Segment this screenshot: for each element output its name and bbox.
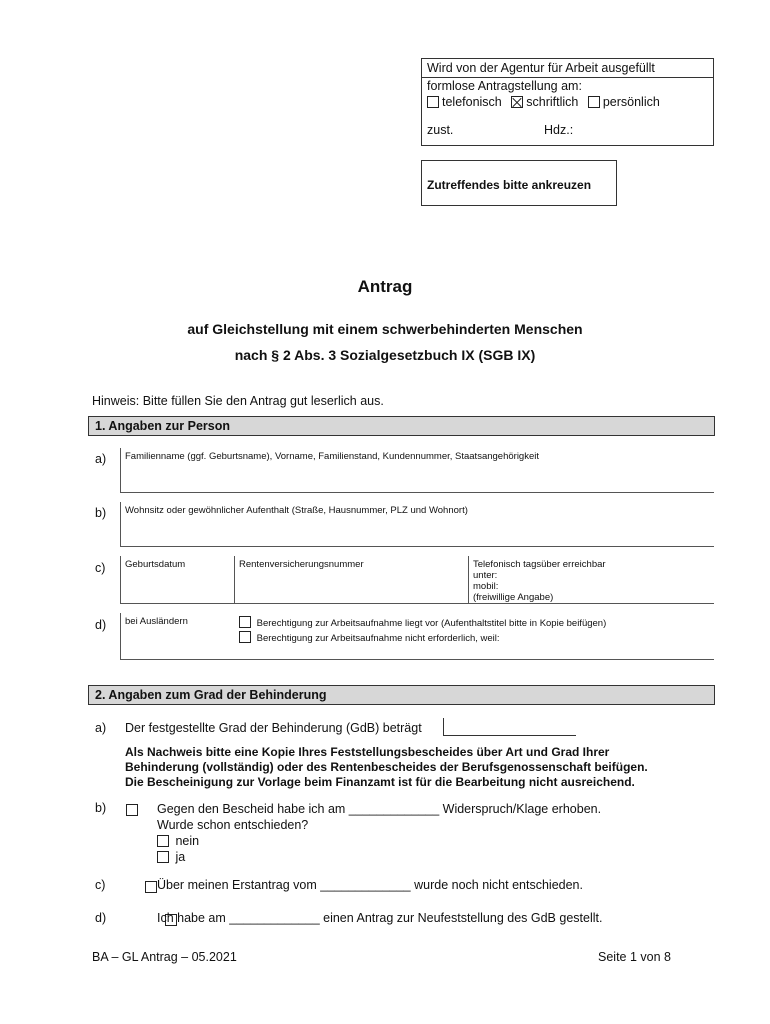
phone-field[interactable] xyxy=(468,556,714,604)
birthdate-field[interactable] xyxy=(120,556,234,604)
pension-number-label: Rentenversicherungsnummer xyxy=(239,559,364,570)
hint-text: Hinweis: Bitte füllen Sie den Antrag gut leserlich aus. xyxy=(92,394,384,408)
office-box-header: Wird von der Agentur für Arbeit ausgefüllt xyxy=(422,59,713,78)
address-field-label: Wohnsitz oder gewöhnlicher Aufenthalt (Straße, Hausnummer, PLZ und Wohnort) xyxy=(125,505,468,516)
option-persoenlich[interactable]: persönlich xyxy=(588,95,660,109)
s2-row-b-letter: b) xyxy=(95,801,107,815)
row-c-letter: c) xyxy=(95,561,106,575)
hdz-label: Hdz.: xyxy=(544,123,574,137)
objection-block xyxy=(157,801,601,865)
decided-yes-option[interactable]: ja xyxy=(157,849,601,865)
footer-page-number: Seite 1 von 8 xyxy=(598,950,671,964)
proof-note: Als Nachweis bitte eine Kopie Ihres Feststellungsbescheides über Art und Grad Ihrer Behinderung (vollständig) oder des Rentenbescheides der Berufsgenossenschaft beifügen. Die Bescheinigung zur Vorlage beim Finanzamt ist für die Bearbeitung nicht ausreichend. xyxy=(125,745,648,789)
row-b-letter: b) xyxy=(95,506,107,520)
objection-checkbox[interactable] xyxy=(126,804,138,816)
row-a-letter: a) xyxy=(95,452,107,466)
office-use-box xyxy=(421,58,714,146)
name-field[interactable] xyxy=(120,448,714,493)
row-d-letter: d) xyxy=(95,618,107,632)
foreigner-label: bei Ausländern xyxy=(125,616,188,627)
work-permit-present-checkbox[interactable] xyxy=(239,616,251,628)
checkbox-persoenlich[interactable] xyxy=(588,96,600,108)
decided-yes-checkbox[interactable] xyxy=(157,851,169,863)
s2-row-d-letter: d) xyxy=(95,911,107,925)
phone-label-4: (freiwillige Angabe) xyxy=(473,592,554,603)
footer-form-id: BA – GL Antrag – 05.2021 xyxy=(92,950,237,964)
gdb-text: Der festgestellte Grad der Behinderung (GdB) beträgt xyxy=(125,721,422,735)
checkbox-schriftlich[interactable] xyxy=(511,96,523,108)
application-method-options xyxy=(422,94,713,110)
s2-row-c-letter: c) xyxy=(95,878,106,892)
page-subtitle-2: nach § 2 Abs. 3 Sozialgesetzbuch IX (SGB IX) xyxy=(234,347,536,363)
work-permit-present-option[interactable]: Berechtigung zur Arbeitsaufnahme liegt vor (Aufenthaltstitel bitte in Kopie beifügen) xyxy=(239,616,606,631)
foreigner-options xyxy=(239,616,606,646)
checkbox-telefonisch[interactable] xyxy=(427,96,439,108)
application-date-label: formlose Antragstellung am: xyxy=(427,79,582,93)
reassessment-text: Ich habe am _____________ einen Antrag zur Neufeststellung des GdB gestellt. xyxy=(157,911,603,925)
section-1-heading: 1. Angaben zur Person xyxy=(88,416,715,436)
decided-no-option[interactable]: nein xyxy=(157,833,601,849)
first-application-checkbox[interactable] xyxy=(145,881,157,893)
name-field-label: Familienname (ggf. Geburtsname), Vorname, Familienstand, Kundennummer, Staatsangehörigkeit xyxy=(125,451,539,462)
work-permit-not-required-checkbox[interactable] xyxy=(239,631,251,643)
s2-row-a-letter: a) xyxy=(95,721,107,735)
address-field[interactable] xyxy=(120,502,714,547)
objection-text: Gegen den Bescheid habe ich am _____________ Widerspruch/Klage erhoben. xyxy=(157,802,602,816)
first-application-text: Über meinen Erstantrag vom _____________ wurde noch nicht entschieden. xyxy=(157,878,583,892)
section-2-heading: 2. Angaben zum Grad der Behinderung xyxy=(88,685,715,705)
page-subtitle-1: auf Gleichstellung mit einem schwerbehinderten Menschen xyxy=(187,321,583,337)
gdb-input[interactable] xyxy=(443,718,576,736)
birthdate-label: Geburtsdatum xyxy=(125,559,186,570)
pension-number-field[interactable] xyxy=(234,556,468,604)
decided-no-checkbox[interactable] xyxy=(157,835,169,847)
office-zust-row xyxy=(422,122,713,138)
work-permit-not-required-option[interactable]: Berechtigung zur Arbeitsaufnahme nicht erforderlich, weil: xyxy=(239,631,606,646)
zust-label: zust. xyxy=(427,123,454,137)
decided-question: Wurde schon entschieden? xyxy=(157,818,309,832)
phone-label-2: unter: xyxy=(473,570,498,581)
instruction-box: Zutreffendes bitte ankreuzen xyxy=(421,160,617,206)
option-schriftlich[interactable]: schriftlich xyxy=(511,95,578,109)
phone-label-1: Telefonisch tagsüber erreichbar xyxy=(473,559,606,570)
phone-label-3: mobil: xyxy=(473,581,499,592)
page-title: Antrag xyxy=(357,277,413,296)
option-telefonisch[interactable]: telefonisch xyxy=(427,95,502,109)
